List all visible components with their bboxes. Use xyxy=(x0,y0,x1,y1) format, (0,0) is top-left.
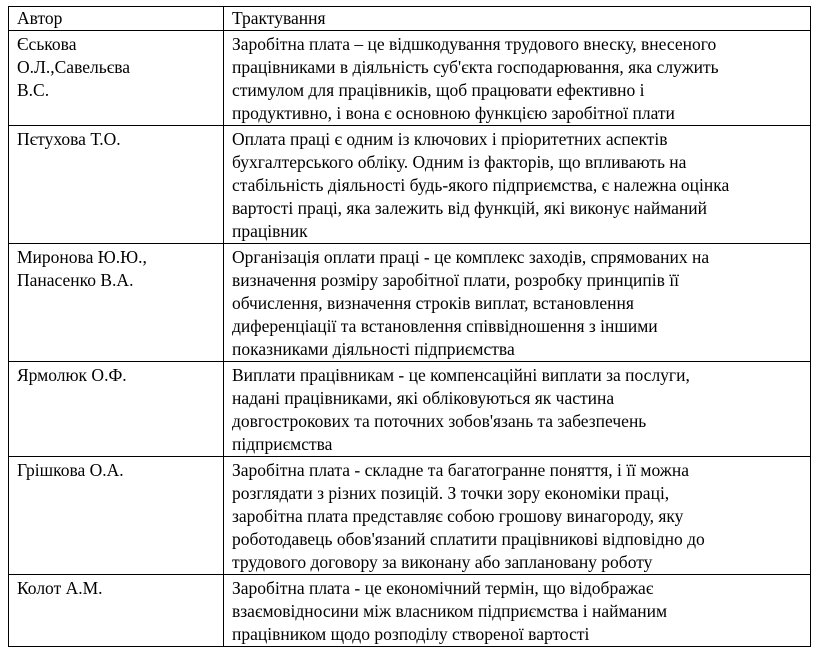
definition-line: роботодавець обов'язаний сплатити працівникові відповідно до xyxy=(232,529,705,549)
definition-cell xyxy=(224,244,811,362)
author-line: Колот А.М. xyxy=(17,578,103,598)
definition-line: взаємовідносини між власником підприємства і найманим xyxy=(232,601,668,621)
definition-cell xyxy=(224,457,811,575)
author-line: Миронова Ю.Ю., xyxy=(17,247,147,267)
definition-line: Оплата праці є одним із ключових і пріоритетних аспектів xyxy=(232,129,668,149)
definition-line: працівником щодо розподілу створеної вартості xyxy=(232,624,590,644)
definition-line: трудового договору за виконану або заплановану роботу xyxy=(232,552,653,572)
definition-line: визначення розміру заробітної плати, розробку принципів її xyxy=(232,270,679,290)
author-cell xyxy=(9,575,224,647)
definition-line: продуктивно, і вона є основною функцією заробітної плати xyxy=(232,103,675,123)
definition-line: Виплати працівникам - це компенсаційні виплати за послуги, xyxy=(232,365,690,385)
table-row xyxy=(9,126,811,244)
definition-line: бухгалтерського обліку. Одним із факторів, що впливають на xyxy=(232,152,687,172)
definition-cell xyxy=(224,362,811,457)
definition-line: обчислення, визначення строків виплат, встановлення xyxy=(232,293,634,313)
definition-line: працівниками в діяльність суб'єкта господарювання, яка служить xyxy=(232,57,719,77)
definition-line: показниками діяльності підприємства xyxy=(232,339,515,359)
author-line: Єськова xyxy=(17,34,77,54)
definition-line: довгострокових та поточних зобов'язань та забезпечень xyxy=(232,411,647,431)
table-row xyxy=(9,244,811,362)
header-author: Автор xyxy=(9,7,224,31)
definition-line: заробітна плата представляє собою грошову винагороду, яку xyxy=(232,506,684,526)
definition-line: Заробітна плата - складне та багатогранне поняття, і її можна xyxy=(232,460,689,480)
definition-line: підприємства xyxy=(232,434,333,454)
definition-line: диференціації та встановлення співвідношення з іншими xyxy=(232,316,658,336)
author-cell xyxy=(9,31,224,126)
definition-cell xyxy=(224,126,811,244)
definition-cell xyxy=(224,31,811,126)
definition-cell xyxy=(224,575,811,647)
author-line: О.Л.,Савельєва xyxy=(17,57,131,77)
author-line: Пєтухова Т.О. xyxy=(17,129,121,149)
table-row xyxy=(9,362,811,457)
definition-line: стимулом для працівників, щоб працювати ефективно і xyxy=(232,80,645,100)
table-header-row xyxy=(9,7,811,31)
table-row xyxy=(9,457,811,575)
definition-line: вартості праці, яка залежить від функцій, які виконує найманий xyxy=(232,198,708,218)
definitions-table xyxy=(8,6,811,647)
author-line: Ярмолюк О.Ф. xyxy=(17,365,127,385)
header-definition: Трактування xyxy=(224,7,811,31)
definition-line: працівник xyxy=(232,221,308,241)
definition-line: Заробітна плата - це економічний термін, що відображає xyxy=(232,578,654,598)
author-line: Грішкова О.А. xyxy=(17,460,124,480)
author-cell xyxy=(9,244,224,362)
author-cell xyxy=(9,457,224,575)
definition-line: Заробітна плата – це відшкодування трудового внеску, внесеного xyxy=(232,34,717,54)
author-cell xyxy=(9,362,224,457)
author-cell xyxy=(9,126,224,244)
table-row xyxy=(9,31,811,126)
author-line: Панасенко В.А. xyxy=(17,270,134,290)
table-row xyxy=(9,575,811,647)
author-line: В.С. xyxy=(17,80,50,100)
definition-line: Організація оплати праці - це комплекс заходів, спрямованих на xyxy=(232,247,710,267)
definition-line: надані працівниками, які обліковуються як частина xyxy=(232,388,615,408)
definition-line: стабільність діяльності будь-якого підприємства, є належна оцінка xyxy=(232,175,730,195)
definition-line: розглядати з різних позицій. З точки зору економіки праці, xyxy=(232,483,670,503)
